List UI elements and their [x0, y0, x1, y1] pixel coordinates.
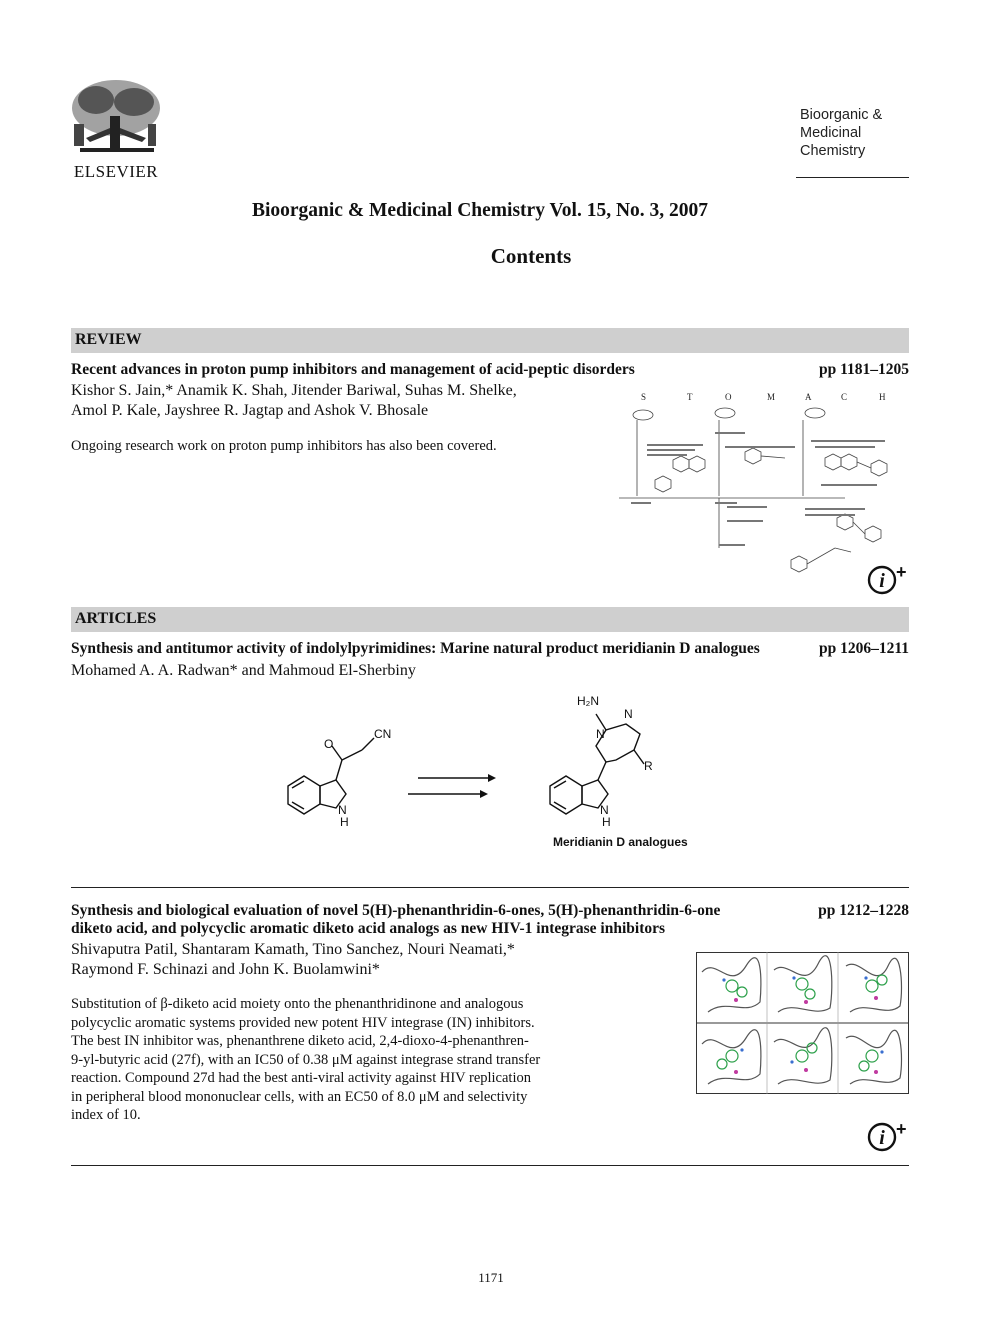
brand-line: Bioorganic & [800, 107, 883, 123]
authors-line: Kishor S. Jain,* Anamik K. Shah, Jitender Bariwal, Suhas M. Shelke, [71, 382, 517, 399]
article-abstract [71, 995, 591, 1125]
article-authors [71, 940, 515, 980]
section-header-articles: ARTICLES [71, 607, 909, 632]
authors-line: Amol P. Kale, Jayshree R. Jagtap and Ashok V. Bhosale [71, 402, 429, 419]
supplementary-info-icon[interactable] [866, 1118, 910, 1152]
abstract-line: in peripheral blood mononuclear cells, with an EC50 of 8.0 μM and selectivity [71, 1088, 528, 1105]
svg-text:i: i [879, 1127, 885, 1149]
svg-text:i: i [879, 570, 885, 592]
tree-logo-icon [66, 78, 166, 160]
supplementary-info-icon[interactable] [866, 561, 910, 595]
graphic-letter: A [805, 392, 812, 402]
article-abstract: Ongoing research work on proton pump inhibitors has also been covered. [71, 438, 497, 454]
atom-label: CN [374, 727, 392, 741]
atom-label: H [602, 815, 611, 829]
article-title[interactable] [71, 902, 771, 938]
atom-label: H₂N [577, 694, 599, 708]
atom-label: N [596, 727, 605, 741]
page-title: Contents [490, 244, 572, 268]
atom-label: N [600, 803, 609, 817]
brand-line: Chemistry [800, 143, 866, 159]
elsevier-logo [66, 78, 166, 186]
abstract-line: The best IN inhibitor was, phenanthrene diketo acid, 2,4-dioxo-4-phenanthren- [71, 1033, 529, 1049]
graphic-letter: M [767, 392, 776, 402]
article-pages: pp 1181–1205 [818, 361, 909, 378]
abstract-line: 9-yl-butyric acid (27f), with an IC50 of 0.38 μM against integrase strand transfer [71, 1051, 541, 1068]
brand-line: Medicinal [800, 125, 862, 141]
graphic-letter: C [841, 392, 848, 402]
atom-label: N [338, 803, 347, 817]
publisher-name: ELSEVIER [73, 162, 159, 181]
graphic-letter: S [641, 392, 647, 402]
scheme-caption: Meridianin D analogues [553, 835, 688, 849]
article-pages: pp 1206–1211 [818, 640, 909, 657]
atom-label: H [340, 815, 349, 829]
svg-text:+: + [896, 562, 907, 582]
title-line: Synthesis and biological evaluation of novel 5(H)-phenanthridin-6-ones, 5(H)-phenanthridin-6-one [71, 902, 721, 919]
abstract-line: polycyclic aromatic systems provided new potent HIV integrase (IN) inhibitors. [71, 1014, 535, 1031]
svg-text:+: + [896, 1119, 907, 1139]
atom-label: N [624, 707, 633, 721]
page-number: 1171 [478, 1270, 504, 1285]
journal-issue-line: Bioorganic & Medicinal Chemistry Vol. 15, No. 3, 2007 [251, 200, 709, 221]
entry-separator [71, 1165, 909, 1166]
docking-figure [696, 952, 909, 1094]
entry-separator [71, 887, 909, 888]
abstract-line: reaction. Compound 27d had the best anti-viral activity against HIV replication [71, 1070, 531, 1086]
graphic-letter: H [879, 392, 886, 402]
abstract-line: index of 10. [71, 1107, 141, 1123]
atom-label: O [324, 737, 334, 751]
graphic-letter: T [687, 392, 693, 402]
graphic-letter: O [725, 392, 732, 402]
graphical-abstract-review [615, 388, 907, 588]
journal-brand [800, 106, 920, 160]
reaction-scheme [270, 688, 710, 854]
atom-label: R [644, 759, 653, 773]
article-title[interactable]: Recent advances in proton pump inhibitors and management of acid-peptic disorders [71, 361, 635, 378]
section-header-review: REVIEW [71, 328, 909, 353]
article-authors: Mohamed A. A. Radwan* and Mahmoud El-Sherbiny [71, 662, 416, 679]
brand-rule [796, 177, 909, 178]
article-authors [71, 381, 517, 421]
authors-line: Shivaputra Patil, Shantaram Kamath, Tino Sanchez, Nouri Neamati,* [71, 941, 515, 958]
title-line: diketo acid, and polycyclic aromatic diketo acid analogs as new HIV-1 integrase inhibitors [71, 920, 666, 937]
authors-line: Raymond F. Schinazi and John K. Buolamwini* [71, 961, 380, 978]
article-title[interactable]: Synthesis and antitumor activity of indolylpyrimidines: Marine natural product meridianin D analogues [71, 640, 760, 657]
article-pages: pp 1212–1228 [818, 902, 909, 919]
abstract-line: Substitution of β-diketo acid moiety onto the phenanthridinone and analogous [71, 996, 524, 1012]
